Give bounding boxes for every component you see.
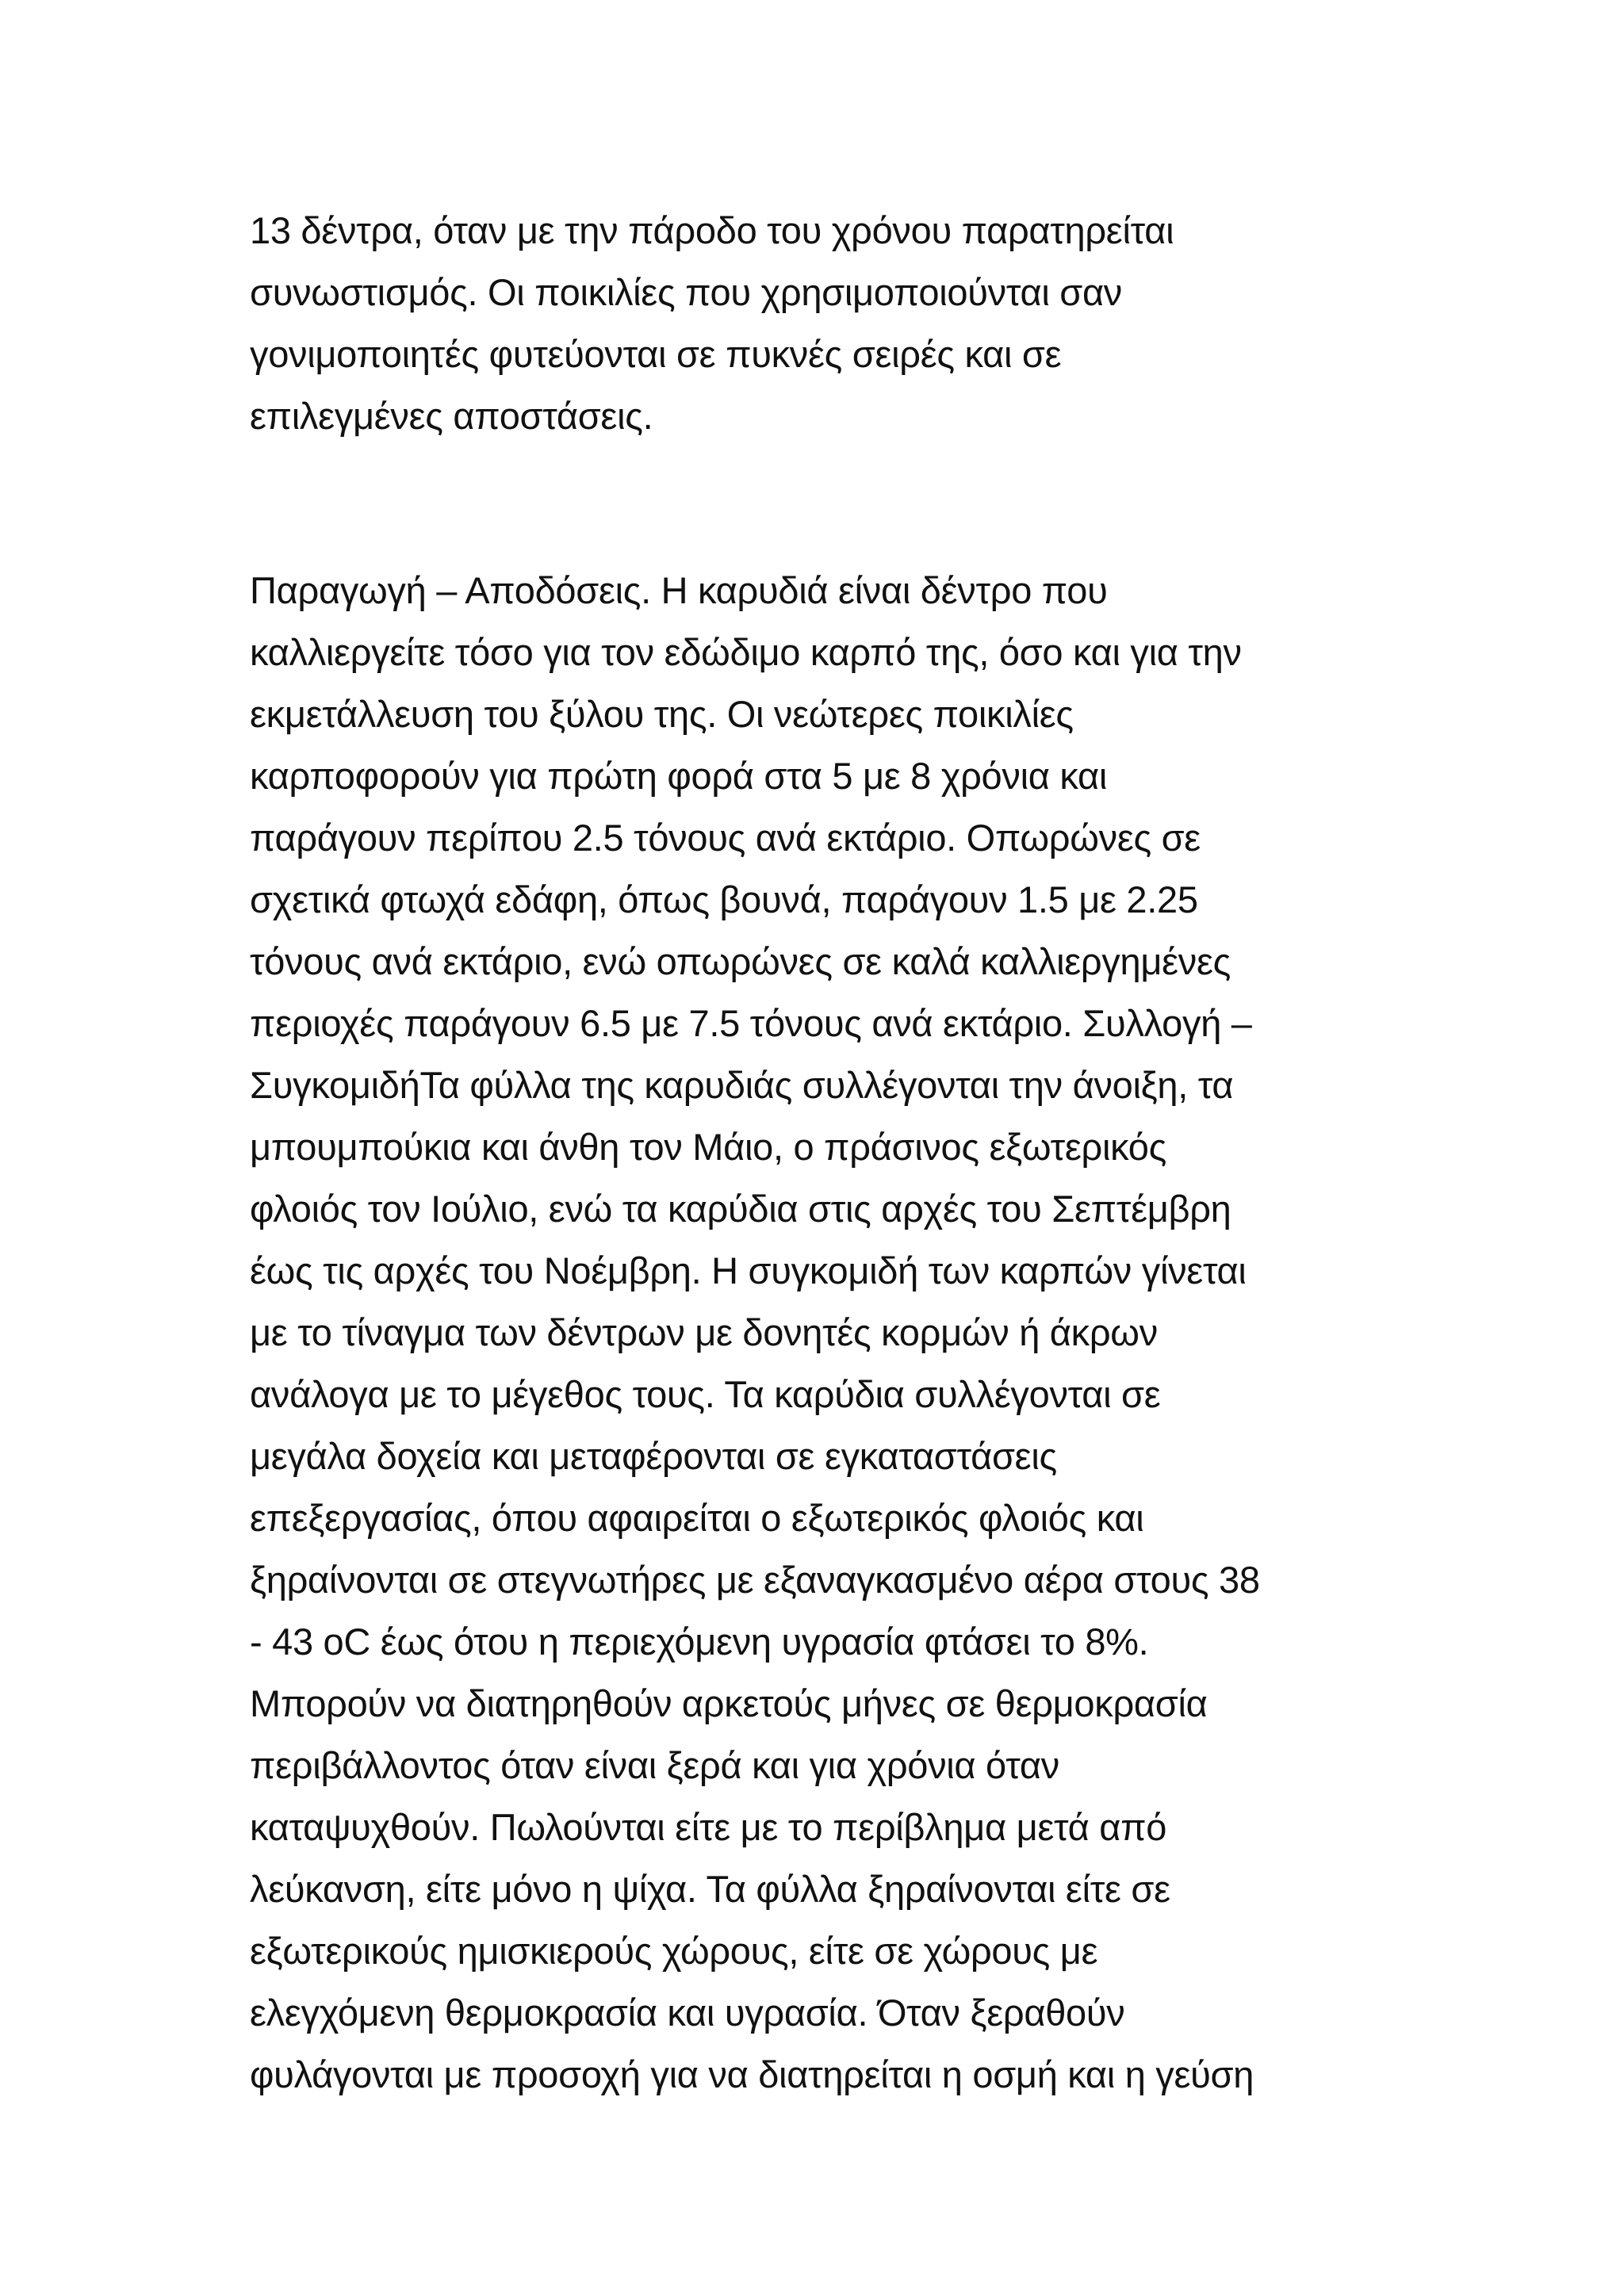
text-line: μπουμπούκια και άνθη τον Μάιο, ο πράσινος εξωτερικός (250, 1126, 1166, 1168)
text-line: ΣυγκομιδήΤα φύλλα της καρυδιάς συλλέγονται την άνοιξη, τα (250, 1064, 1234, 1106)
text-line: εκμετάλλευση του ξύλου της. Οι νεώτερες ποικιλίες (250, 693, 1074, 735)
text-line: Παραγωγή – Αποδόσεις. Η καρυδιά είναι δέντρο που (250, 569, 1108, 611)
text-line: μεγάλα δοχεία και μεταφέρονται σε εγκαταστάσεις (250, 1435, 1057, 1477)
text-line: φλοιός τον Ιούλιο, ενώ τα καρύδια στις αρχές του Σεπτέμβρη (250, 1188, 1231, 1230)
text-line: καρποφορούν για πρώτη φορά στα 5 με 8 χρόνια και (250, 755, 1108, 797)
text-line: παράγουν περίπου 2.5 τόνους ανά εκτάριο. Οπωρώνες σε (250, 817, 1201, 859)
text-line: ανάλογα με το μέγεθος τους. Τα καρύδια συλλέγονται σε (250, 1373, 1161, 1415)
text-line: επεξεργασίας, όπου αφαιρείται ο εξωτερικός φλοιός και (250, 1497, 1144, 1539)
text-line: - 43 οC έως ότου η περιεχόμενη υγρασία φτάσει το 8%. (250, 1621, 1149, 1663)
text-line: φυλάγονται με προσοχή για να διατηρείται η οσμή και η γεύση (250, 2053, 1254, 2095)
text-line: γονιμοποιητές φυτεύονται σε πυκνές σειρές και σε (250, 333, 1062, 375)
text-line: περιοχές παράγουν 6.5 με 7.5 τόνους ανά εκτάριο. Συλλογή – (250, 1002, 1252, 1044)
text-line: έως τις αρχές του Νοέμβρη. Η συγκομιδή των καρπών γίνεται (250, 1249, 1247, 1292)
text-line: λεύκανση, είτε μόνο η ψίχα. Τα φύλλα ξηραίνονται είτε σε (250, 1868, 1170, 1910)
text-line: περιβάλλοντος όταν είναι ξερά και για χρόνια όταν (250, 1744, 1059, 1786)
text-line: ξηραίνονται σε στεγνωτήρες με εξαναγκασμένο αέρα στους 38 (250, 1559, 1260, 1601)
text-line: επιλεγμένες αποστάσεις. (250, 395, 653, 437)
paragraph-1 (250, 200, 1400, 447)
text-line: τόνους ανά εκτάριο, ενώ οπωρώνες σε καλά καλλιεργημένες (250, 940, 1231, 982)
text-line: καλλιεργείτε τόσο για τον εδώδιμο καρπό της, όσο και για την (250, 631, 1242, 673)
text-line: σχετικά φτωχά εδάφη, όπως βουνά, παράγουν 1.5 με 2.25 (250, 878, 1198, 920)
paragraph-2 (250, 560, 1400, 2106)
text-line: συνωστισμός. Οι ποικιλίες που χρησιμοποιούνται σαν (250, 271, 1123, 313)
text-line: 13 δέντρα, όταν με την πάροδο του χρόνου παρατηρείται (250, 209, 1174, 251)
text-line: Μπορούν να διατηρηθούν αρκετούς μήνες σε θερμοκρασία (250, 1682, 1208, 1724)
text-line: εξωτερικούς ημισκιερούς χώρους, είτε σε χώρους με (250, 1930, 1098, 1972)
text-line: καταψυχθούν. Πωλούνται είτε με το περίβλημα μετά από (250, 1806, 1167, 1848)
text-line: ελεγχόμενη θερμοκρασία και υγρασία. Όταν ξεραθούν (250, 1992, 1125, 2034)
text-line: με το τίναγμα των δέντρων με δονητές κορμών ή άκρων (250, 1311, 1158, 1353)
